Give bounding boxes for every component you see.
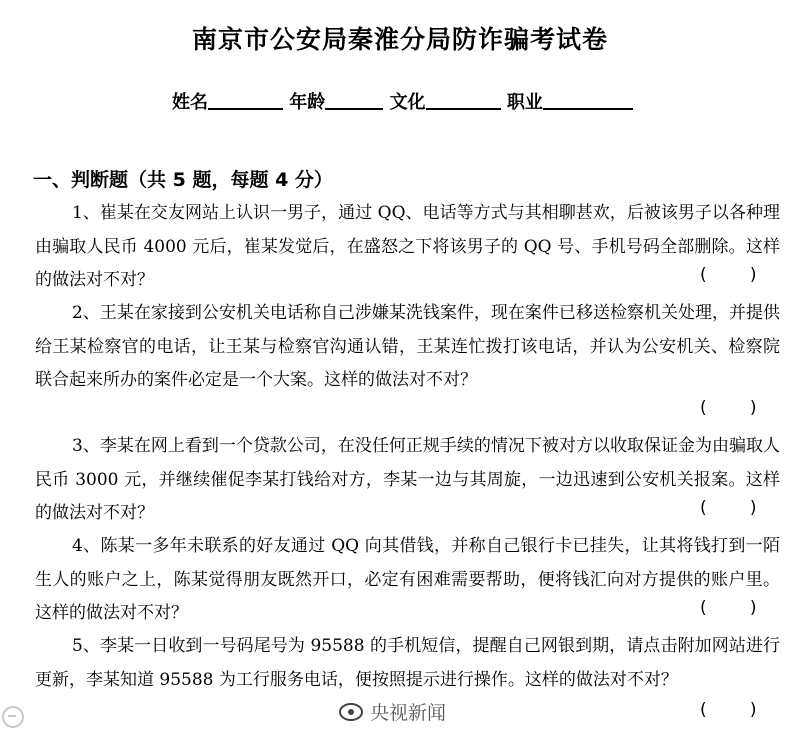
name-blank xyxy=(208,90,283,110)
weibo-eye-icon xyxy=(338,701,364,723)
weibo-logo-icon xyxy=(2,706,24,728)
answer-paren-2: ( ) xyxy=(700,398,757,418)
answer-paren-4: ( ) xyxy=(700,598,757,618)
personal-info-row xyxy=(172,88,633,114)
question-1: 1、崔某在交友网站上认识一男子，通过 QQ、电话等方式与其相聊甚欢，后被该男子以各种理由骗取人民币 4000 元后，崔某发觉后，在盛怒之下将该男子的 QQ 号、手机号码全部删除。这样的做法对不对？ xyxy=(35,203,780,290)
education-blank xyxy=(426,90,501,110)
section-heading: 一、判断题（共 5 题，每题 4 分） xyxy=(33,169,333,191)
age-blank xyxy=(325,90,383,110)
field-label-name: 姓名 xyxy=(172,92,208,113)
question-3: 3、李某在网上看到一个贷款公司，在没任何正规手续的情况下被对方以收取保证金为由骗取人民币 3000 元，并继续催促李某打钱给对方，李某一边与其周旋，一边迅速到公安机关报案。这样的做法对不对？ xyxy=(35,436,780,523)
question-4: 4、陈某一多年未联系的好友通过 QQ 向其借钱，并称自己银行卡已挂失，让其将钱打到一陌生人的账户之上，陈某觉得朋友既然开口，必定有困难需要帮助，便将钱汇向对方提供的账户里。这样的做法对不对？ xyxy=(35,536,780,623)
field-label-education: 文化 xyxy=(389,92,426,113)
cctv-news-label: 央视新闻 xyxy=(370,702,447,724)
weibo-watermark xyxy=(0,700,112,734)
question-2: 2、王某在家接到公安机关电话称自己涉嫌某洗钱案件，现在案件已移送检察机关处理，并提供给王某检察官的电话，让王某与检察官沟通认错，王某连忙拨打该电话，并认为公安机关、检察院联合起来所办的案件必定是一个大案。这样的做法对不对？ xyxy=(35,303,780,390)
question-5: 5、李某一日收到一号码尾号为 95588 的手机短信，提醒自己网银到期，请点击附加网站进行更新，李某知道 95588 为工行服务电话，便按照提示进行操作。这样的做法对不对？ xyxy=(35,636,780,690)
answer-paren-3: ( ) xyxy=(700,498,757,518)
field-label-age: 年龄 xyxy=(289,92,326,113)
cctv-news-watermark xyxy=(338,698,446,725)
field-label-occupation: 职业 xyxy=(506,92,543,113)
answer-paren-5: ( ) xyxy=(700,700,757,720)
occupation-blank xyxy=(543,90,633,110)
exam-title: 南京市公安局秦淮分局防诈骗考试卷 xyxy=(191,25,608,54)
answer-paren-1: ( ) xyxy=(700,265,757,285)
